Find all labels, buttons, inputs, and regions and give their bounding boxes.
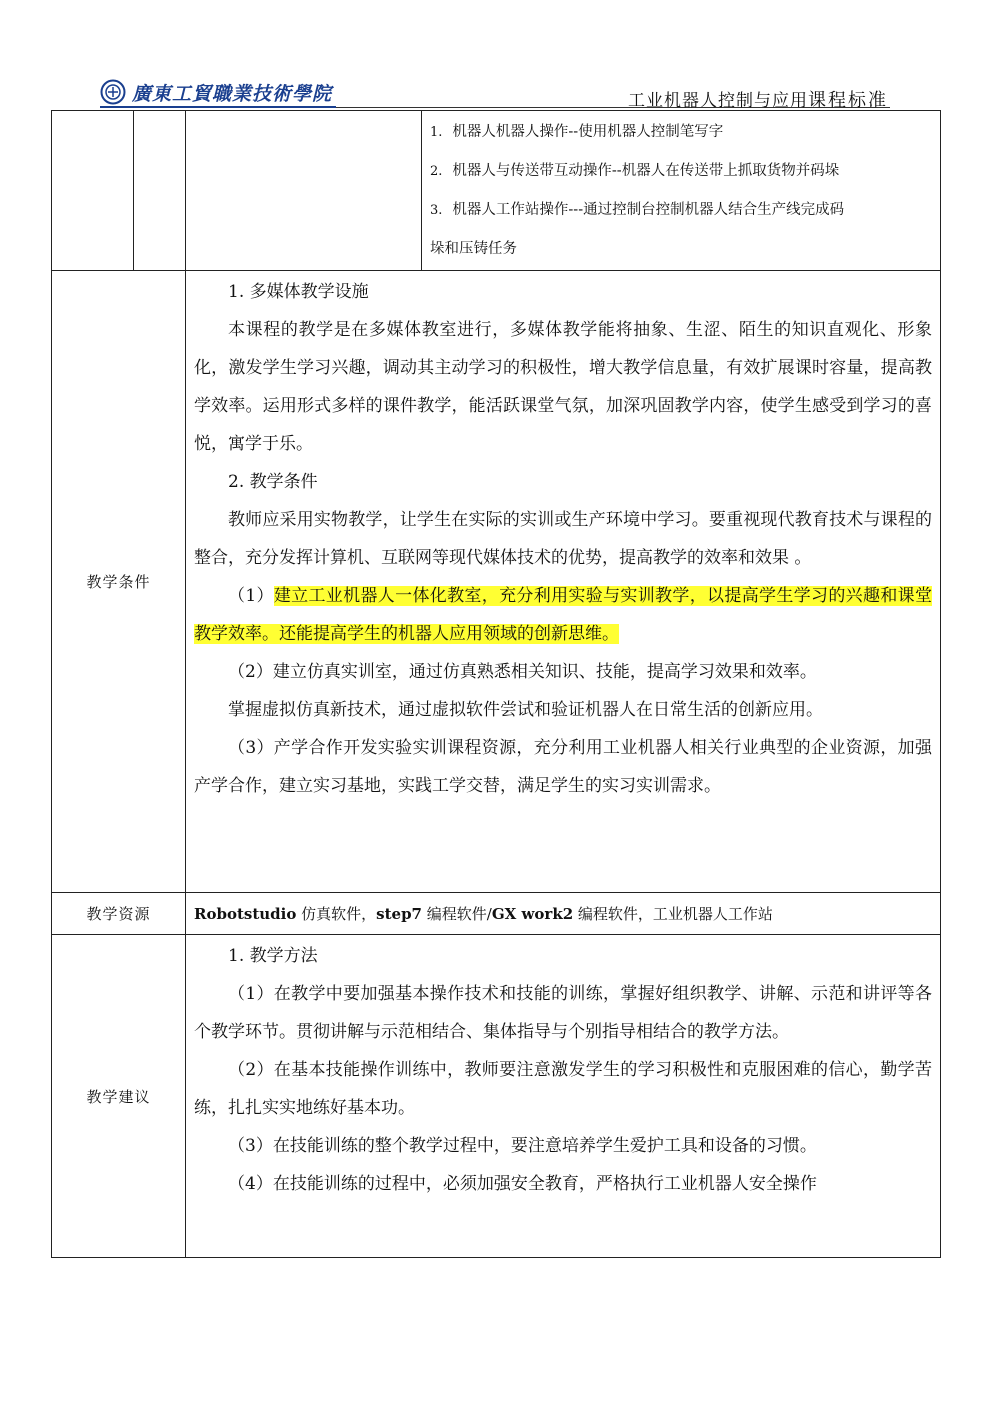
- row-label: 教学条件: [52, 271, 186, 893]
- paragraph: （2）建立仿真实训室，通过仿真熟悉相关知识、技能，提高学习效果和效率。: [228, 662, 817, 682]
- list-item-continuation: 垛和压铸任务: [430, 241, 517, 257]
- paragraph: 掌握虚拟仿真新技术，通过虚拟软件尝试和验证机器人在日常生活的创新应用。: [228, 700, 823, 720]
- row-label: 教学建议: [52, 935, 186, 1258]
- row-label: 教学资源: [52, 893, 186, 935]
- task-list-row: [52, 111, 941, 271]
- resources-content: Robotstudio 仿真软件，step7 编程软件/GX work2 编程软件，工业机器人工作站: [186, 893, 941, 935]
- paragraph: （3）产学合作开发实验实训课程资源，充分利用工业机器人相关行业典型的企业资源，加强产学合作，建立实习基地，实践工学交替，满足学生的实习实训需求。: [194, 738, 932, 796]
- empty-cell: [186, 111, 422, 271]
- paragraph: （4）在技能训练的过程中，必须加强安全教育，严格执行工业机器人安全操作: [228, 1174, 817, 1194]
- school-emblem-icon: [100, 79, 126, 105]
- resources-row: [52, 893, 941, 935]
- document-title: [628, 86, 888, 112]
- paragraph: （3）在技能训练的整个教学过程中，要注意培养学生爱护工具和设备的习惯。: [228, 1136, 817, 1156]
- highlighted-text: 建立工业机器人一体化教室，充分利用实验与实训教学，以提高学生学习的兴趣和课堂教学效率。还能提高学生的机器人应用领域的创新思维。: [194, 586, 932, 644]
- section-heading: 1. 多媒体教学设施: [228, 282, 369, 302]
- page-header: [100, 74, 890, 110]
- suggestions-content: [186, 935, 941, 1258]
- list-item: 2. 机器人与传送带互动操作--机器人在传送带上抓取货物并码垛: [430, 163, 840, 179]
- doc-type: 课程标准: [808, 90, 888, 111]
- suggestions-row: [52, 935, 941, 1258]
- highlighted-paragraph: （1）建立工业机器人一体化教室，充分利用实验与实训教学，以提高学生学习的兴趣和课堂教学效率。还能提高学生的机器人应用领域的创新思维。: [194, 586, 932, 644]
- course-title: 工业机器人控制与应用: [628, 91, 808, 111]
- list-item: 3. 机器人工作站操作---通过控制台控制机器人结合生产线完成码: [430, 202, 845, 218]
- empty-cell: [52, 111, 134, 271]
- paragraph: 教师应采用实物教学，让学生在实际的实训或生产环境中学习。要重视现代教育技术与课程的整合，充分发挥计算机、互联网等现代媒体技术的优势，提高教学的效率和效果 。: [194, 510, 932, 568]
- paragraph: 本课程的教学是在多媒体教室进行，多媒体教学能将抽象、生涩、陌生的知识直观化、形象化，激发学生学习兴趣，调动其主动学习的积极性，增大教学信息量，有效扩展课时容量，提高教学效率。运用形式多样的课件教学，能活跃课堂气氛，加深巩固教学内容，使学生感受到学习的喜悦，寓学于乐。: [194, 320, 932, 454]
- school-logo: [100, 76, 332, 108]
- conditions-content: [186, 271, 941, 893]
- course-standard-table: [51, 110, 941, 1258]
- logo-underline: [100, 106, 336, 108]
- empty-cell: [134, 111, 186, 271]
- paragraph: （1）在教学中要加强基本操作技术和技能的训练，掌握好组织教学、讲解、示范和讲评等各个教学环节。贯彻讲解与示范相结合、集体指导与个别指导相结合的教学方法。: [194, 984, 932, 1042]
- list-item: 1. 机器人机器人操作--使用机器人控制笔写字: [430, 124, 724, 140]
- paragraph: （2）在基本技能操作训练中，教师要注意激发学生的学习积极性和克服困难的信心，勤学苦练，扎扎实实地练好基本功。: [194, 1060, 932, 1118]
- section-heading: 2. 教学条件: [228, 472, 318, 492]
- school-name: 廣東工貿職業技術學院: [132, 82, 333, 105]
- section-heading: 1. 教学方法: [228, 946, 318, 966]
- conditions-row: [52, 271, 941, 893]
- task-list-cell: [422, 111, 941, 271]
